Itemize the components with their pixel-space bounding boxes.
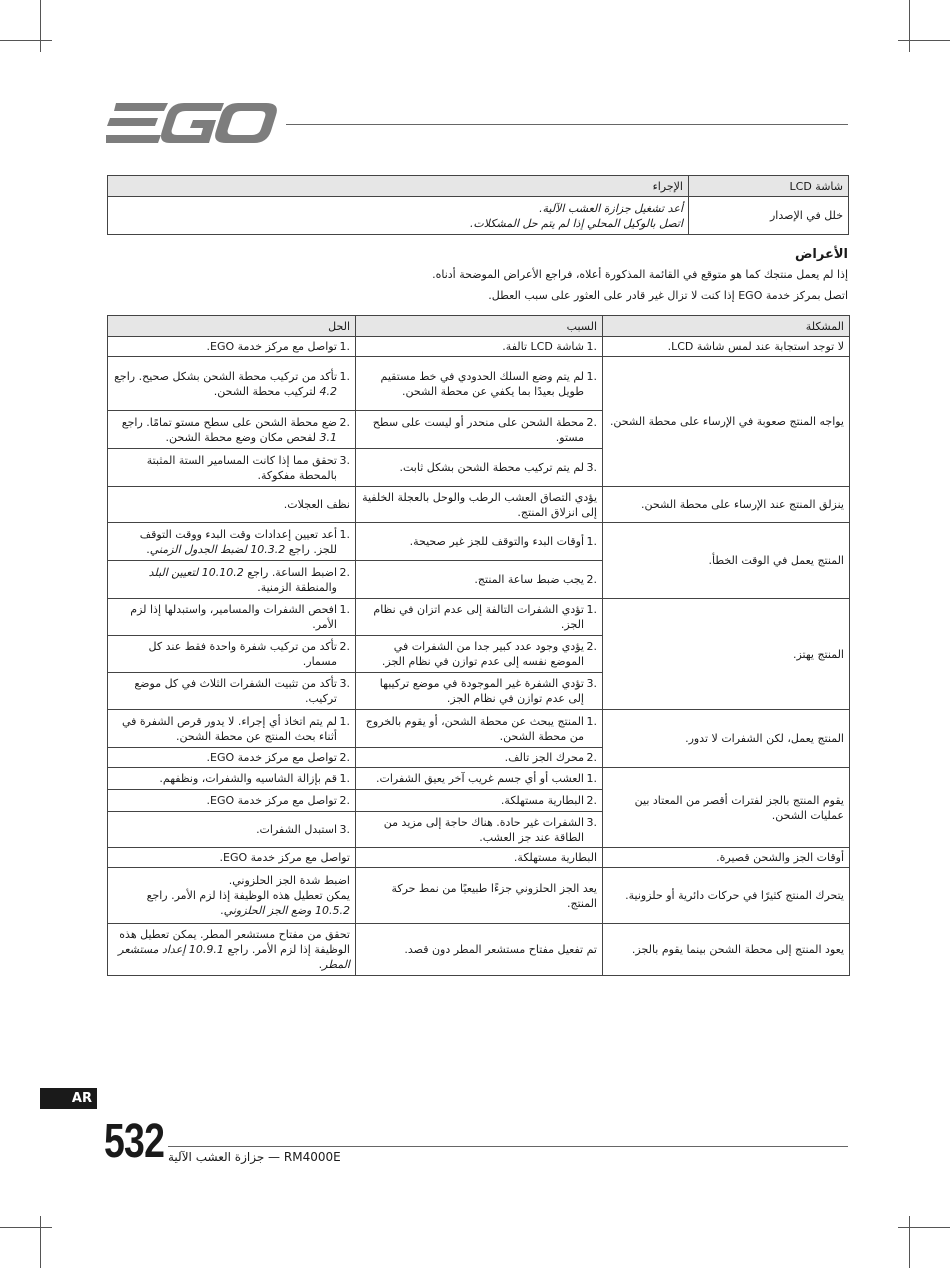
cause-cell: .2 البطارية مستهلكة.: [356, 790, 603, 812]
footer-rule: [168, 1146, 848, 1147]
solution-cell: .1 افحص الشفرات والمسامير، واستبدلها إذا لزم الأمر.: [108, 599, 356, 636]
solution-cell: .2 تواصل مع مركز خدمة EGO.: [108, 748, 356, 768]
solution-text: والمنطقة الزمنية.: [257, 580, 337, 594]
lcd-actions: [108, 197, 689, 235]
symptoms-line-1: إذا لم يعمل منتجك كما هو متوقع في القائمة المذكورة أعلاه، فراجع الأعراض الموضحة أدناه.: [432, 268, 848, 281]
solution-text: استبدل الشفرات.: [256, 823, 337, 836]
solution-cell: [108, 924, 356, 976]
lcd-header-screen: شاشة LCD: [689, 176, 849, 197]
solution-cell: تواصل مع مركز خدمة EGO.: [108, 848, 356, 868]
solution-cell: [108, 868, 356, 924]
solution-cell: .1 تواصل مع مركز خدمة EGO.: [108, 337, 356, 357]
crop-mark: [898, 40, 950, 41]
cause-text: تؤدي الشفرة غير الموجودة في موضع تركيبها إلى عدم توازن في نظام الجز.: [379, 677, 584, 705]
cause-text: يجب ضبط ساعة المنتج.: [474, 573, 584, 586]
problem-cell: المنتج يعمل، لكن الشفرات لا تدور.: [603, 710, 850, 768]
cause-text: البطارية مستهلكة.: [500, 794, 584, 807]
cause-cell: .1 تؤدي الشفرات التالفة إلى عدم اتزان في نظام الجز.: [356, 599, 603, 636]
header-cause: السبب: [356, 316, 603, 337]
cause-text: أوقات البدء والتوقف للجز غير صحيحة.: [409, 535, 584, 548]
header-solution: الحل: [108, 316, 356, 337]
cause-cell: .3 لم يتم تركيب محطة الشحن بشكل ثابت.: [356, 449, 603, 487]
solution-cell: .1 أعد تعيين إعدادات وقت البدء ووقت التوقف للجز. راجع 10.3.2 لضبط الجدول الزمني.: [108, 523, 356, 561]
cause-cell: .3 تؤدي الشفرة غير الموجودة في موضع تركيبها إلى عدم توازن في نظام الجز.: [356, 673, 603, 710]
cause-cell: .1 المنتج يبحث عن محطة الشحن، أو يقوم بالخروج من محطة الشحن.: [356, 710, 603, 748]
solution-text: .: [146, 542, 150, 556]
solution-text: لتركيب محطة الشحن.: [213, 384, 320, 398]
cause-cell: .1 أوقات البدء والتوقف للجز غير صحيحة.: [356, 523, 603, 561]
problem-cell: يواجه المنتج صعوبة في الإرساء على محطة الشحن.: [603, 357, 850, 487]
section-ref: 10.3.2 لضبط الجدول الزمني: [149, 542, 286, 556]
solution-text: اضبط الساعة. راجع: [243, 565, 337, 579]
problem-cell: أوقات الجز والشحن قصيرة.: [603, 848, 850, 868]
troubleshooting-table: [107, 315, 850, 976]
cause-text: محرك الجز تالف.: [504, 751, 584, 764]
solution-text: أعد تعيين إعدادات وقت البدء ووقت التوقف للجز. راجع: [139, 527, 337, 556]
solution-text: لفحص مكان وضع محطة الشحن.: [165, 430, 320, 444]
solution-cell: .2 تواصل مع مركز خدمة EGO.: [108, 790, 356, 812]
cause-text: المنتج يبحث عن محطة الشحن، أو يقوم بالخروج من محطة الشحن.: [365, 714, 584, 743]
cause-cell: .2 محطة الشحن على منحدر أو ليست على سطح مستو.: [356, 411, 603, 449]
solution-text: لم يتم اتخاذ أي إجراء. لا يدور قرص الشفرة في أثناء بحث المنتج عن محطة الشحن.: [121, 714, 337, 743]
cause-cell: .1 شاشة LCD تالفة.: [356, 337, 603, 357]
cause-text: لم يتم تركيب محطة الشحن بشكل ثابت.: [399, 461, 584, 474]
footer-doc-title: RM4000E — جزازة العشب الآلية: [168, 1150, 341, 1164]
solution-text: تحقق مما إذا كانت المسامير الستة المثبتة بالمحطة مفكوكة.: [146, 453, 337, 482]
solution-text: .: [220, 904, 224, 917]
crop-mark: [0, 1227, 52, 1228]
lcd-problem: خلل في الإصدار: [689, 197, 849, 235]
crop-mark: [40, 0, 41, 52]
problem-cell: المنتج يعمل في الوقت الخطأ.: [603, 523, 850, 599]
crop-mark: [898, 1227, 950, 1228]
header-rule: [286, 124, 848, 125]
solution-cell: .2 اضبط الساعة. راجع 10.10.2 لتعيين البلد والمنطقة الزمنية.: [108, 561, 356, 599]
solution-text: تأكد من تركيب محطة الشحن بشكل صحيح. راجع: [114, 369, 337, 383]
problem-cell: يتحرك المنتج كثيرًا في حركات دائرية أو حلزونية.: [603, 868, 850, 924]
solution-text: تواصل مع مركز خدمة EGO.: [206, 794, 337, 807]
solution-cell: .3 استبدل الشفرات.: [108, 812, 356, 848]
cause-text: شاشة LCD تالفة.: [502, 340, 584, 353]
header-problem: المشكلة: [603, 316, 850, 337]
problem-cell: يعود المنتج إلى محطة الشحن بينما يقوم بالجز.: [603, 924, 850, 976]
crop-mark: [909, 0, 910, 52]
solution-cell: .1 لم يتم اتخاذ أي إجراء. لا يدور قرص الشفرة في أثناء بحث المنتج عن محطة الشحن.: [108, 710, 356, 748]
section-ref: 10.10.2 لتعيين البلد: [148, 565, 244, 579]
cause-cell: .2 يجب ضبط ساعة المنتج.: [356, 561, 603, 599]
section-ref: 4.2: [319, 384, 337, 398]
cause-cell: .2 يؤدي وجود عدد كبير جدا من الشفرات في الموضع نفسه إلى عدم توازن في نظام الجز.: [356, 636, 603, 673]
lcd-action-1: أعد تشغيل جزازة العشب الآلية.: [539, 201, 683, 215]
solution-text: ضع محطة الشحن على سطح مستو تمامًا. راجع: [121, 415, 337, 429]
symptoms-line-2: اتصل بمركز خدمة EGO إذا كنت لا تزال غير قادر على العثور على سبب العطل.: [488, 289, 848, 302]
crop-mark: [40, 1216, 41, 1268]
solution-cell: .1 تأكد من تركيب محطة الشحن بشكل صحيح. راجع 4.2 لتركيب محطة الشحن.: [108, 357, 356, 411]
solution-cell: .2 تأكد من تركيب شفرة واحدة فقط عند كل مسمار.: [108, 636, 356, 673]
solution-cell: نظف العجلات.: [108, 487, 356, 523]
section-ref: 10.9.1 إعداد مستشعر المطر: [118, 943, 350, 971]
solution-cell: .3 تأكد من تثبيت الشفرات الثلاث في كل موضع تركيب.: [108, 673, 356, 710]
problem-cell: لا توجد استجابة عند لمس شاشة LCD.: [603, 337, 850, 357]
solution-text: افحص الشفرات والمسامير، واستبدلها إذا لزم الأمر.: [130, 603, 337, 631]
solution-text: تأكد من تركيب شفرة واحدة فقط عند كل مسمار.: [148, 640, 337, 668]
cause-cell: يؤدي التصاق العشب الرطب والوحل بالعجلة الخلفية إلى انزلاق المنتج.: [356, 487, 603, 523]
solution-text: .: [318, 958, 323, 971]
solution-text: تحقق من مفتاح مستشعر المطر. يمكن تعطيل هذه الوظيفة إذا لزم الأمر. راجع: [119, 928, 350, 956]
page-number: 532: [104, 1115, 165, 1168]
solution-text: تواصل مع مركز خدمة EGO.: [206, 340, 337, 353]
solution-text: يمكن تعطيل هذه الوظيفة إذا لزم الأمر. راجع: [146, 889, 350, 902]
cause-text: يؤدي وجود عدد كبير جدا من الشفرات في الموضع نفسه إلى عدم توازن في نظام الجز.: [381, 640, 584, 668]
cause-text: لم يتم وضع السلك الحدودي في خط مستقيم طويل بعيدًا بما يكفي عن محطة الشحن.: [380, 369, 584, 398]
cause-cell: البطارية مستهلكة.: [356, 848, 603, 868]
symptoms-title: الأعراض: [794, 247, 848, 262]
section-ref: 3.1: [319, 430, 337, 444]
cause-cell: .1 العشب أو أي جسم غريب آخر يعيق الشفرات.: [356, 768, 603, 790]
lcd-table: [107, 175, 849, 235]
language-tab: AR: [40, 1088, 97, 1109]
problem-cell: ينزلق المنتج عند الإرساء على محطة الشحن.: [603, 487, 850, 523]
cause-text: محطة الشحن على منحدر أو ليست على سطح مستو.: [372, 415, 584, 444]
solution-text: تواصل مع مركز خدمة EGO.: [206, 751, 337, 764]
section-ref: 10.5.2 وضع الجز الحلزوني: [223, 904, 350, 917]
solution-cell: .3 تحقق مما إذا كانت المسامير الستة المثبتة بالمحطة مفكوكة.: [108, 449, 356, 487]
cause-cell: .1 لم يتم وضع السلك الحدودي في خط مستقيم طويل بعيدًا بما يكفي عن محطة الشحن.: [356, 357, 603, 411]
cause-cell: .3 الشفرات غير حادة. هناك حاجة إلى مزيد من الطاقة عند جز العشب.: [356, 812, 603, 848]
cause-cell: .2 محرك الجز تالف.: [356, 748, 603, 768]
problem-cell: المنتج يهتز.: [603, 599, 850, 710]
solution-text: اضبط شدة الجز الحلزوني.: [228, 874, 350, 887]
crop-mark: [0, 40, 52, 41]
cause-text: الشفرات غير حادة. هناك حاجة إلى مزيد من الطاقة عند جز العشب.: [383, 815, 584, 844]
crop-mark: [909, 1216, 910, 1268]
cause-cell: تم تفعيل مفتاح مستشعر المطر دون قصد.: [356, 924, 603, 976]
solution-text: تأكد من تثبيت الشفرات الثلاث في كل موضع تركيب.: [134, 677, 337, 705]
problem-cell: يقوم المنتج بالجز لفترات أقصر من المعتاد بين عمليات الشحن.: [603, 768, 850, 848]
cause-cell: يعد الجز الحلزوني جزءًا طبيعيًا من نمط حركة المنتج.: [356, 868, 603, 924]
ego-logo: [106, 103, 278, 143]
cause-text: العشب أو أي جسم غريب آخر يعيق الشفرات.: [375, 772, 584, 785]
solution-text: قم بإزالة الشاسيه والشفرات، ونظفهم.: [159, 772, 337, 785]
solution-cell: .1 قم بإزالة الشاسيه والشفرات، ونظفهم.: [108, 768, 356, 790]
solution-cell: .2 ضع محطة الشحن على سطح مستو تمامًا. راجع 3.1 لفحص مكان وضع محطة الشحن.: [108, 411, 356, 449]
cause-text: تؤدي الشفرات التالفة إلى عدم اتزان في نظام الجز.: [373, 603, 584, 631]
lcd-header-action: الإجراء: [108, 176, 689, 197]
lcd-action-2: اتصل بالوكيل المحلي إذا لم يتم حل المشكلات.: [469, 216, 683, 230]
